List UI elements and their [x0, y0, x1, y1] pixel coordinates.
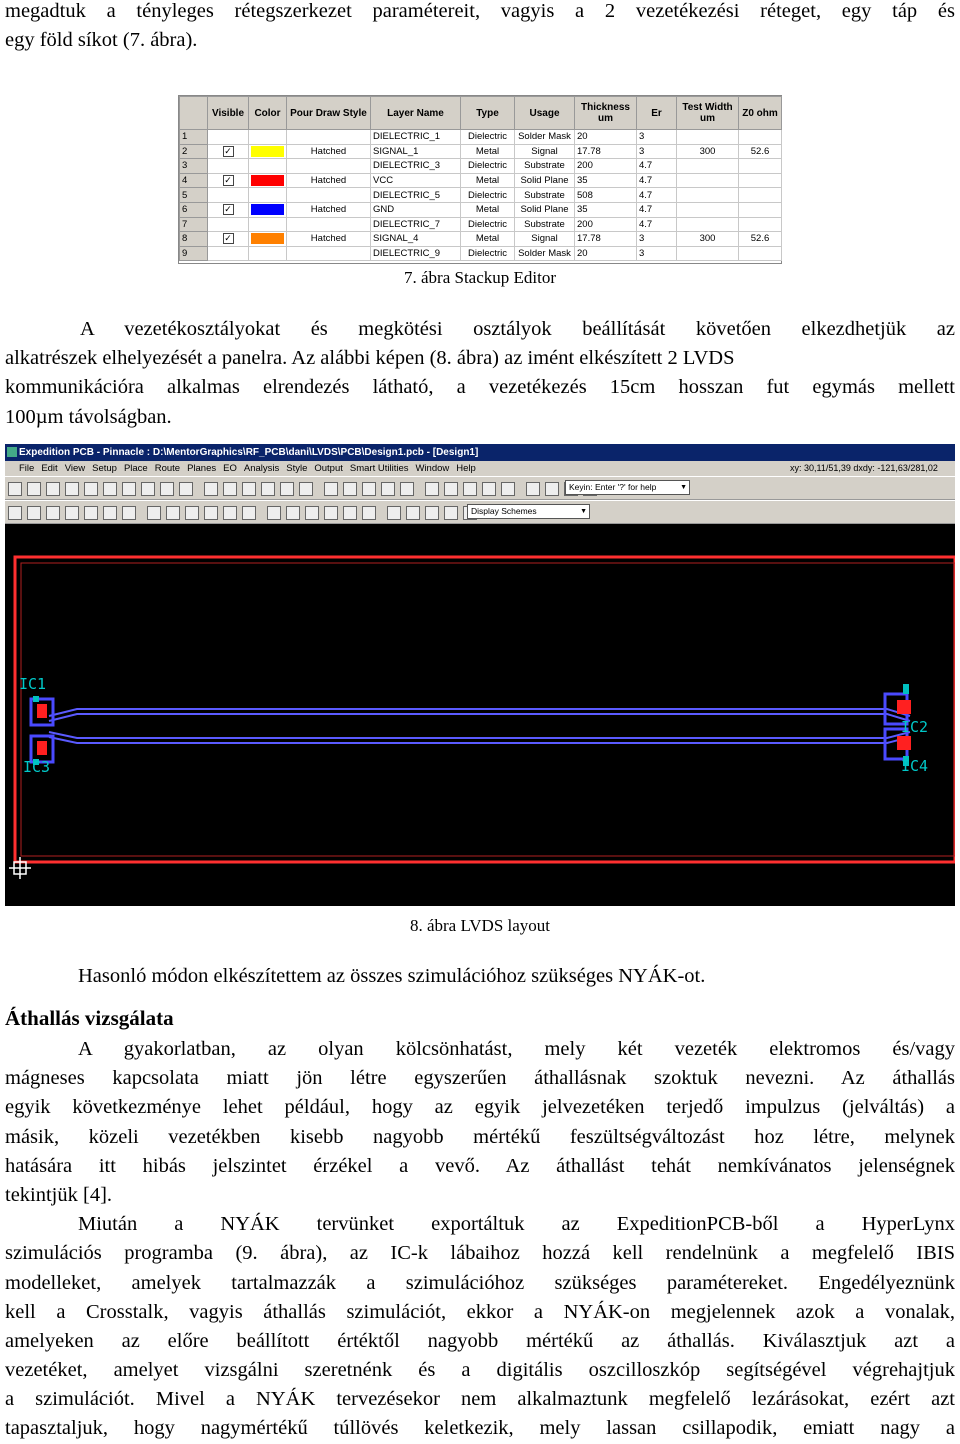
- toolbar-button-icon[interactable]: [223, 482, 237, 496]
- visible-cell: [208, 188, 249, 203]
- menu-item[interactable]: Planes: [187, 463, 217, 474]
- toolbar-button-icon[interactable]: [204, 506, 218, 520]
- toolbar-button-icon[interactable]: [46, 506, 60, 520]
- visible-cell: [208, 202, 249, 217]
- column-header[interactable]: [180, 97, 208, 130]
- intro-paragraph: [5, 0, 955, 55]
- toolbar-button-icon[interactable]: [267, 506, 281, 520]
- usage-cell[interactable]: Solder Mask: [515, 130, 575, 145]
- expedition-pcb-window: [5, 444, 955, 906]
- toolbar-button-icon[interactable]: [343, 506, 357, 520]
- row-number: 9: [180, 246, 208, 261]
- column-header[interactable]: Pour Draw Style: [287, 97, 371, 130]
- type-cell[interactable]: Dielectric: [461, 246, 515, 261]
- toolbar-2: [5, 500, 955, 524]
- type-cell[interactable]: Dielectric: [461, 130, 515, 145]
- text-line: a szimulációt. Mivel a NYÁK tervezésekor nem alkalmaztunk megfelelő lezárásokat, ezért azt: [5, 1388, 955, 1411]
- row-number: 6: [180, 202, 208, 217]
- row-number: 3: [180, 159, 208, 174]
- toolbar-button-icon[interactable]: [425, 506, 439, 520]
- visible-cell: [208, 159, 249, 174]
- toolbar-button-icon[interactable]: [84, 482, 98, 496]
- layer-name-cell[interactable]: DIELECTRIC_9: [371, 246, 461, 261]
- toolbar-button-icon[interactable]: [122, 506, 136, 520]
- text-line: modelleket, amelyek tartalmazzák a szimulációhoz szükséges paramétereket. Engedélyeznünk: [5, 1271, 955, 1294]
- toolbar-button-icon[interactable]: [179, 482, 193, 496]
- text-line: alkatrészek elhelyezését a panelra. Az alábbi képen (8. ábra) az imént elkészített 2 LVDS: [5, 347, 735, 370]
- toolbar-button-icon[interactable]: [381, 482, 395, 496]
- menu-item[interactable]: File: [19, 463, 35, 474]
- menu-item[interactable]: EO: [223, 463, 237, 474]
- toolbar-button-icon[interactable]: [141, 482, 155, 496]
- menu-bar: [5, 461, 955, 476]
- lvds-trace: [49, 732, 910, 738]
- pour-style-cell[interactable]: Hatched: [287, 202, 371, 217]
- text-line: mágneses kapcsolata miatt jön létre egyszerűen áthallásnak szoktuk nevezni. Az áthallás: [5, 1067, 955, 1090]
- text-line: vezetéket, amelyet vizsgálni szeretnénk és a digitális oszcilloszkóp segítségével végrehajtjuk: [5, 1359, 955, 1382]
- toolbar-button-icon[interactable]: [103, 482, 117, 496]
- toolbar-button-icon[interactable]: [387, 506, 401, 520]
- pour-style-cell[interactable]: Hatched: [287, 173, 371, 188]
- color-cell: [249, 232, 287, 247]
- toolbar-button-icon[interactable]: [65, 506, 79, 520]
- toolbar-button-icon[interactable]: [84, 506, 98, 520]
- menu-item[interactable]: Route: [154, 463, 181, 474]
- er-cell[interactable]: 4.7: [637, 217, 677, 232]
- z0-cell: [739, 202, 782, 217]
- color-cell: [249, 173, 287, 188]
- z0-cell: [739, 246, 782, 261]
- thickness-cell[interactable]: 35: [575, 173, 637, 188]
- layer-name-cell[interactable]: GND: [371, 202, 461, 217]
- er-cell[interactable]: 3: [637, 144, 677, 159]
- label-ic1: IC1: [19, 675, 47, 693]
- layer-name-cell[interactable]: SIGNAL_1: [371, 144, 461, 159]
- table-row[interactable]: [180, 130, 782, 145]
- er-cell[interactable]: 4.7: [637, 159, 677, 174]
- thickness-cell[interactable]: 20: [575, 246, 637, 261]
- toolbar-button-icon[interactable]: [65, 482, 79, 496]
- table-row[interactable]: [180, 202, 782, 217]
- column-header[interactable]: Er: [637, 97, 677, 130]
- pour-style-cell[interactable]: [287, 217, 371, 232]
- menu-item[interactable]: Analysis: [243, 463, 280, 474]
- toolbar-button-icon[interactable]: [324, 506, 338, 520]
- z0-cell: [739, 159, 782, 174]
- visible-cell: [208, 173, 249, 188]
- stackup-editor-table: [178, 95, 782, 264]
- thickness-cell[interactable]: 200: [575, 159, 637, 174]
- toolbar-button-icon[interactable]: [362, 482, 376, 496]
- toolbar-button-icon[interactable]: [147, 506, 161, 520]
- toolbar-button-icon[interactable]: [103, 506, 117, 520]
- toolbar-button-icon[interactable]: [8, 482, 22, 496]
- table-row[interactable]: [180, 173, 782, 188]
- column-header[interactable]: Layer Name: [371, 97, 461, 130]
- test-width-cell[interactable]: [677, 159, 739, 174]
- type-cell[interactable]: Metal: [461, 144, 515, 159]
- column-header[interactable]: Type: [461, 97, 515, 130]
- usage-cell[interactable]: Substrate: [515, 217, 575, 232]
- layer-name-cell[interactable]: VCC: [371, 173, 461, 188]
- toolbar-button-icon[interactable]: [27, 482, 41, 496]
- label-ic4: IC4: [901, 757, 929, 775]
- row-number: 1: [180, 130, 208, 145]
- pour-style-cell[interactable]: Hatched: [287, 232, 371, 247]
- text-line: szimulációs programba (9. ábra), az IC-k lábaihoz hozzá kell rendelnünk a megfelelő IBIS: [5, 1242, 955, 1265]
- thickness-cell[interactable]: 17.78: [575, 232, 637, 247]
- menu-item[interactable]: Smart Utilities: [349, 463, 409, 474]
- visible-cell: [208, 232, 249, 247]
- z0-cell: [739, 130, 782, 145]
- toolbar-button-icon[interactable]: [8, 506, 22, 520]
- thickness-cell[interactable]: 200: [575, 217, 637, 232]
- layer-color-swatch[interactable]: [251, 175, 284, 186]
- toolbar-button-icon[interactable]: [166, 506, 180, 520]
- app-icon: [7, 447, 17, 457]
- test-width-cell[interactable]: [677, 188, 739, 203]
- z0-cell: 52.6: [739, 144, 782, 159]
- pcb-layout: [5, 524, 955, 906]
- z0-cell: 52.6: [739, 232, 782, 247]
- layer-name-cell[interactable]: DIELECTRIC_7: [371, 217, 461, 232]
- row-number: 8: [180, 232, 208, 247]
- menu-item[interactable]: View: [64, 463, 86, 474]
- table-row[interactable]: [180, 246, 782, 261]
- label-ic2: IC2: [901, 718, 929, 736]
- usage-cell[interactable]: Solder Mask: [515, 246, 575, 261]
- toolbar-button-icon[interactable]: [299, 482, 313, 496]
- test-width-cell[interactable]: 300: [677, 232, 739, 247]
- toolbar-1: [5, 476, 955, 500]
- test-width-cell[interactable]: [677, 202, 739, 217]
- toolbar-button-icon[interactable]: [204, 482, 218, 496]
- toolbar-button-icon[interactable]: [545, 482, 559, 496]
- er-cell[interactable]: 3: [637, 246, 677, 261]
- display-schemes-select[interactable]: Display Schemes ▼: [467, 504, 590, 519]
- usage-cell[interactable]: Substrate: [515, 159, 575, 174]
- test-width-cell[interactable]: 300: [677, 144, 739, 159]
- type-cell[interactable]: Metal: [461, 173, 515, 188]
- toolbar-button-icon[interactable]: [261, 482, 275, 496]
- toolbar-button-icon[interactable]: [223, 506, 237, 520]
- label-ic3: IC3: [23, 758, 51, 776]
- row-number: 2: [180, 144, 208, 159]
- visible-checkbox[interactable]: ✓: [224, 145, 232, 156]
- menu-item[interactable]: Style: [286, 463, 308, 474]
- thickness-cell[interactable]: 17.78: [575, 144, 637, 159]
- text-line: A vezetékosztályokat és megkötési osztályok beállítását követően elkezdhetjük az: [80, 318, 955, 340]
- pcb-canvas[interactable]: [5, 524, 955, 906]
- figure-7-caption: 7. ábra Stackup Editor: [403, 268, 556, 287]
- pour-style-cell[interactable]: [287, 130, 371, 145]
- menu-item[interactable]: Edit: [41, 463, 58, 474]
- visible-cell: [208, 246, 249, 261]
- toolbar-button-icon[interactable]: [122, 482, 136, 496]
- er-cell[interactable]: 4.7: [637, 188, 677, 203]
- color-cell: [249, 202, 287, 217]
- window-title: Expedition PCB - Pinnacle : D:\MentorGraphics\RF_PCB\dani\LVDS\PCB\Design1.pcb - [Design1]: [19, 447, 479, 458]
- color-cell: [249, 188, 287, 203]
- toolbar-button-icon[interactable]: [305, 506, 319, 520]
- crosstalk-paragraph: [5, 1035, 955, 1444]
- text-line: megadtuk a tényleges rétegszerkezet paramétereit, vagyis a 2 vezetékezési réteget, egy táp és: [5, 0, 955, 22]
- row-number: 4: [180, 173, 208, 188]
- layout-paragraph: [5, 315, 955, 432]
- thickness-cell[interactable]: 508: [575, 188, 637, 203]
- layer-name-cell[interactable]: DIELECTRIC_5: [371, 188, 461, 203]
- layer-name-cell[interactable]: SIGNAL_4: [371, 232, 461, 247]
- text-line: kell a Crosstalk, vagyis áthallás szimulációt, ekkor a NYÁK-on megjelennek azok a vonalak,: [5, 1300, 955, 1323]
- menu-item[interactable]: Help: [456, 463, 476, 474]
- toolbar-button-icon[interactable]: [185, 506, 199, 520]
- section-heading: Áthallás vizsgálata: [5, 1006, 174, 1030]
- usage-cell[interactable]: Solid Plane: [515, 173, 575, 188]
- toolbar-button-icon[interactable]: [343, 482, 357, 496]
- color-cell: [249, 130, 287, 145]
- column-header[interactable]: Z0 ohm: [739, 97, 782, 130]
- visible-cell: [208, 144, 249, 159]
- stackup-table: [179, 96, 782, 261]
- toolbar-button-icon[interactable]: [400, 482, 414, 496]
- toolbar-button-icon[interactable]: [27, 506, 41, 520]
- text-line: tapasztaljuk, hogy nagymértékű túllövés keletkezik, mely lassan csillapodik, emiatt nagy a: [5, 1417, 955, 1440]
- visible-cell: [208, 130, 249, 145]
- window-titlebar: [5, 444, 955, 461]
- text-line: kommunikációra alkalmas elrendezés látható, a vezetékezés 15cm hosszan fut egymás mellett: [5, 376, 955, 399]
- pour-style-cell[interactable]: [287, 246, 371, 261]
- text-line: egyik következménye lehet például, hogy az egyik jelvezetéken terjedő impulzus (jelváltás) a: [5, 1096, 955, 1119]
- z0-cell: [739, 173, 782, 188]
- row-number: 5: [180, 188, 208, 203]
- type-cell[interactable]: Metal: [461, 232, 515, 247]
- er-cell[interactable]: 4.7: [637, 173, 677, 188]
- column-header[interactable]: Test Width um: [677, 97, 739, 130]
- pour-style-cell[interactable]: [287, 188, 371, 203]
- text-line: egy föld síkot (7. ábra).: [5, 29, 198, 52]
- toolbar-button-icon[interactable]: [324, 482, 338, 496]
- layer-color-swatch[interactable]: [251, 146, 284, 157]
- text-line: Miután a NYÁK tervünket exportáltuk az ExpeditionPCB-ből a HyperLynx: [78, 1213, 955, 1236]
- toolbar-button-icon[interactable]: [46, 482, 60, 496]
- table-row[interactable]: [180, 144, 782, 159]
- text-line: tekintjük [4].: [5, 1183, 113, 1206]
- test-width-cell[interactable]: [677, 246, 739, 261]
- thickness-cell[interactable]: 35: [575, 202, 637, 217]
- table-row[interactable]: [180, 217, 782, 232]
- color-cell: [249, 144, 287, 159]
- z0-cell: [739, 188, 782, 203]
- summary-paragraph: [5, 962, 955, 991]
- usage-cell[interactable]: Signal: [515, 144, 575, 159]
- usage-cell[interactable]: Solid Plane: [515, 202, 575, 217]
- visible-checkbox[interactable]: ✓: [224, 233, 232, 244]
- usage-cell[interactable]: Signal: [515, 232, 575, 247]
- toolbar-button-icon[interactable]: [482, 482, 496, 496]
- layer-color-swatch[interactable]: [251, 204, 284, 215]
- toolbar-button-icon[interactable]: [280, 482, 294, 496]
- keyin-field[interactable]: Keyin: Enter '?' for help ▼: [565, 480, 690, 495]
- table-row[interactable]: [180, 159, 782, 174]
- column-header[interactable]: Thickness um: [575, 97, 637, 130]
- toolbar-button-icon[interactable]: [444, 506, 458, 520]
- type-cell[interactable]: Dielectric: [461, 159, 515, 174]
- type-cell[interactable]: Dielectric: [461, 188, 515, 203]
- test-width-cell[interactable]: [677, 130, 739, 145]
- table-row[interactable]: [180, 188, 782, 203]
- color-cell: [249, 159, 287, 174]
- text-line: hatására itt hibás jelszintet érzékel a vevő. Az áthallást tehát nemkívánatos jelenségnek: [5, 1154, 955, 1177]
- text-line: 100µm távolságban.: [5, 405, 172, 428]
- layer-name-cell[interactable]: DIELECTRIC_1: [371, 130, 461, 145]
- lvds-trace: [49, 714, 910, 721]
- toolbar-button-icon[interactable]: [526, 482, 540, 496]
- menu-item[interactable]: Place: [123, 463, 148, 474]
- type-cell[interactable]: Dielectric: [461, 217, 515, 232]
- toolbar-button-icon[interactable]: [286, 506, 300, 520]
- column-header[interactable]: Usage: [515, 97, 575, 130]
- layer-color-swatch[interactable]: [251, 233, 284, 244]
- figure-8-caption: 8. ábra LVDS layout: [409, 916, 551, 935]
- row-number: 7: [180, 217, 208, 232]
- text-line: A gyakorlatban, az olyan kölcsönhatást, mely két vezeték elektromos és/vagy: [78, 1038, 955, 1060]
- er-cell[interactable]: 4.7: [637, 202, 677, 217]
- menu-item[interactable]: Setup: [92, 463, 117, 474]
- origin-marker-icon: [9, 857, 31, 879]
- er-cell[interactable]: 3: [637, 232, 677, 247]
- toolbar-button-icon[interactable]: [463, 482, 477, 496]
- pour-style-cell[interactable]: Hatched: [287, 144, 371, 159]
- text-line: amelyeken az előre beállított értéktől nagyobb mértékű az áthallás. Kiválasztjuk azt a: [5, 1329, 955, 1352]
- er-cell[interactable]: 3: [637, 130, 677, 145]
- toolbar-button-icon[interactable]: [501, 482, 515, 496]
- toolbar-button-icon[interactable]: [362, 506, 376, 520]
- color-cell: [249, 246, 287, 261]
- column-header[interactable]: Visible: [208, 97, 249, 130]
- test-width-cell[interactable]: [677, 217, 739, 232]
- table-row[interactable]: [180, 232, 782, 247]
- menu-item[interactable]: Window: [415, 463, 450, 474]
- toolbar-button-icon[interactable]: [444, 482, 458, 496]
- text-line: másik, közeli vezetékben kisebb nagyobb mértékű feszültségváltozást hoz létre, melynek: [5, 1125, 955, 1148]
- toolbar-button-icon[interactable]: [425, 482, 439, 496]
- toolbar-button-icon[interactable]: [406, 506, 420, 520]
- toolbar-button-icon[interactable]: [242, 506, 256, 520]
- column-header[interactable]: Color: [249, 97, 287, 130]
- test-width-cell[interactable]: [677, 173, 739, 188]
- layer-name-cell[interactable]: DIELECTRIC_3: [371, 159, 461, 174]
- pour-style-cell[interactable]: [287, 159, 371, 174]
- color-cell: [249, 217, 287, 232]
- stackup-header-row: [180, 97, 782, 130]
- toolbar-button-icon[interactable]: [160, 482, 174, 496]
- toolbar-button-icon[interactable]: [242, 482, 256, 496]
- coordinate-readout: xy: 30,11/51,39 dxdy: -121,63/281,02: [790, 463, 938, 473]
- usage-cell[interactable]: Substrate: [515, 188, 575, 203]
- type-cell[interactable]: Metal: [461, 202, 515, 217]
- visible-checkbox[interactable]: ✓: [224, 204, 232, 215]
- menu-item[interactable]: Output: [314, 463, 343, 474]
- thickness-cell[interactable]: 20: [575, 130, 637, 145]
- z0-cell: [739, 217, 782, 232]
- visible-checkbox[interactable]: ✓: [224, 175, 232, 186]
- text-line: Hasonló módon elkészítettem az összes szimulációhoz szükséges NYÁK-ot.: [78, 965, 706, 987]
- visible-cell: [208, 217, 249, 232]
